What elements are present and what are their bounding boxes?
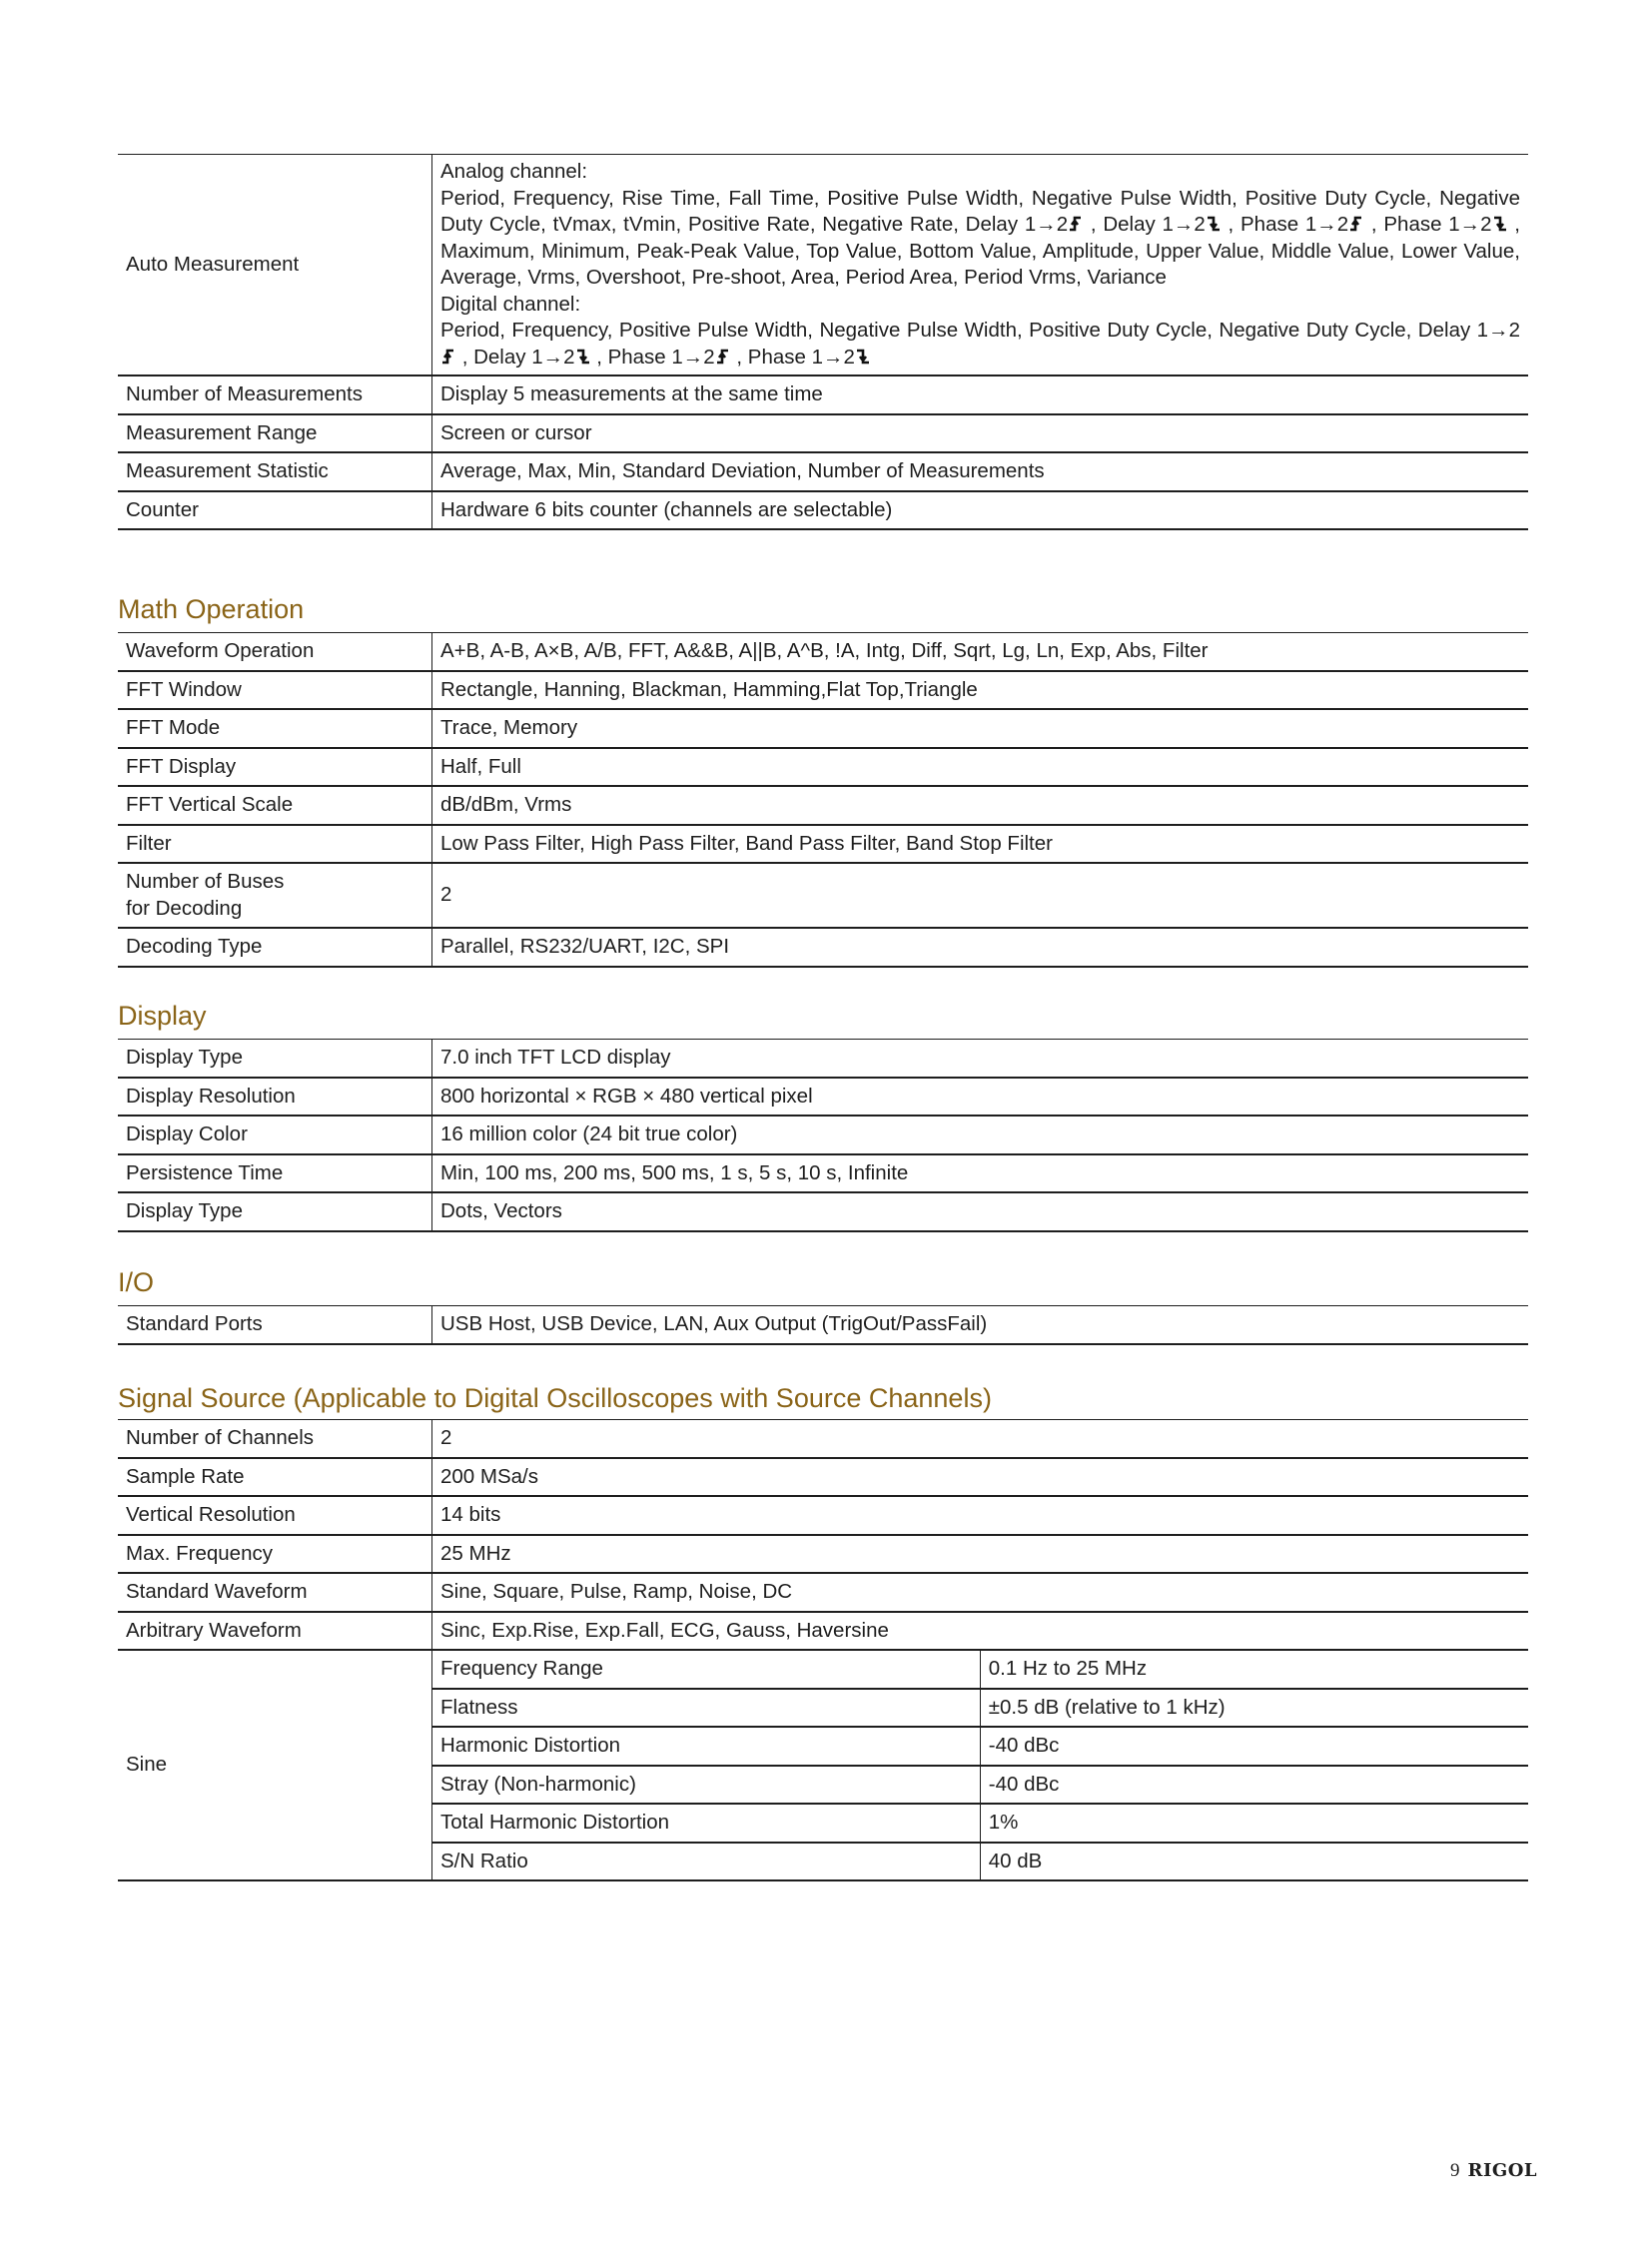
rising-edge-icon bbox=[1349, 215, 1363, 233]
brand-logo: RIGOL bbox=[1467, 2160, 1538, 2181]
row-value: Low Pass Filter, High Pass Filter, Band Pass Filter, Band Stop Filter bbox=[432, 825, 1529, 864]
row-value: USB Host, USB Device, LAN, Aux Output (TrigOut/PassFail) bbox=[432, 1306, 1529, 1344]
row-value: Parallel, RS232/UART, I2C, SPI bbox=[432, 928, 1529, 967]
table-row bbox=[118, 452, 1528, 491]
row-label: Measurement Statistic bbox=[118, 452, 432, 491]
row-label: Waveform Operation bbox=[118, 633, 432, 671]
row-value: Dots, Vectors bbox=[432, 1192, 1529, 1231]
sine-param-value: ±0.5 dB (relative to 1 kHz) bbox=[980, 1689, 1528, 1728]
table-row bbox=[118, 748, 1528, 787]
row-value: 2 bbox=[432, 863, 1529, 928]
table-row bbox=[118, 671, 1528, 710]
sine-param-label: Stray (Non-harmonic) bbox=[432, 1766, 981, 1805]
row-value: 14 bits bbox=[432, 1496, 1529, 1535]
row-label: Measurement Range bbox=[118, 414, 432, 453]
row-label: Counter bbox=[118, 491, 432, 530]
row-label: Arbitrary Waveform bbox=[118, 1612, 432, 1651]
row-value: 25 MHz bbox=[432, 1535, 1529, 1574]
table-row bbox=[118, 155, 1528, 376]
row-value: Display 5 measurements at the same time bbox=[432, 375, 1529, 414]
row-label: Auto Measurement bbox=[118, 155, 432, 376]
row-value: Screen or cursor bbox=[432, 414, 1529, 453]
table-row bbox=[118, 491, 1528, 530]
rising-edge-icon bbox=[1069, 215, 1083, 233]
falling-edge-icon bbox=[576, 348, 590, 366]
table-row bbox=[118, 1458, 1528, 1497]
sine-param-value: -40 dBc bbox=[980, 1727, 1528, 1766]
row-value: 7.0 inch TFT LCD display bbox=[432, 1040, 1529, 1078]
table-row bbox=[118, 709, 1528, 748]
table-row bbox=[118, 1650, 1528, 1689]
section-heading-signal-source: Signal Source (Applicable to Digital Oscilloscopes with Source Channels) bbox=[118, 1383, 992, 1413]
row-value: 200 MSa/s bbox=[432, 1458, 1529, 1497]
row-label: FFT Display bbox=[118, 748, 432, 787]
table-row bbox=[118, 1496, 1528, 1535]
sine-param-value: 40 dB bbox=[980, 1843, 1528, 1881]
measurement-spec-table bbox=[118, 154, 1528, 530]
table-row bbox=[118, 928, 1528, 967]
analog-sep: , Delay 1→2 bbox=[1084, 213, 1206, 236]
row-value: Sine, Square, Pulse, Ramp, Noise, DC bbox=[432, 1573, 1529, 1612]
row-label: Display Resolution bbox=[118, 1078, 432, 1117]
row-label: Display Type bbox=[118, 1040, 432, 1078]
row-value: Half, Full bbox=[432, 748, 1529, 787]
digital-channel-header: Digital channel: bbox=[440, 292, 581, 316]
digital-sep: , Phase 1→2 bbox=[730, 345, 855, 369]
sine-param-value: 0.1 Hz to 25 MHz bbox=[980, 1650, 1528, 1689]
display-table bbox=[118, 1039, 1528, 1232]
table-row bbox=[118, 1040, 1528, 1078]
table-row bbox=[118, 1306, 1528, 1344]
table-row bbox=[118, 633, 1528, 671]
table-row bbox=[118, 1192, 1528, 1231]
table-row bbox=[118, 1573, 1528, 1612]
table-row bbox=[118, 863, 1528, 928]
signal-source-table bbox=[118, 1419, 1528, 1881]
row-value: 2 bbox=[432, 1420, 1529, 1458]
row-value: 800 horizontal × RGB × 480 vertical pixel bbox=[432, 1078, 1529, 1117]
row-label: FFT Window bbox=[118, 671, 432, 710]
row-value: Sinc, Exp.Rise, Exp.Fall, ECG, Gauss, Haversine bbox=[432, 1612, 1529, 1651]
falling-edge-icon bbox=[1207, 215, 1221, 233]
page-number: 9 bbox=[1450, 2160, 1460, 2181]
table-row bbox=[118, 1078, 1528, 1117]
row-label: Persistence Time bbox=[118, 1154, 432, 1193]
row-label: Max. Frequency bbox=[118, 1535, 432, 1574]
sine-param-label: Flatness bbox=[432, 1689, 981, 1728]
table-row bbox=[118, 1154, 1528, 1193]
row-label: Number of Measurements bbox=[118, 375, 432, 414]
row-label: FFT Mode bbox=[118, 709, 432, 748]
row-value: Trace, Memory bbox=[432, 709, 1529, 748]
row-label: Sample Rate bbox=[118, 1458, 432, 1497]
falling-edge-icon bbox=[856, 348, 870, 366]
digital-sep: , Phase 1→2 bbox=[590, 345, 715, 369]
row-label: Decoding Type bbox=[118, 928, 432, 967]
table-row bbox=[118, 1535, 1528, 1574]
rising-edge-icon bbox=[716, 348, 730, 366]
section-heading-io: I/O bbox=[118, 1267, 155, 1297]
auto-measurement-value bbox=[432, 155, 1529, 376]
analog-sep: , Phase 1→2 bbox=[1221, 213, 1349, 236]
sine-param-value: -40 dBc bbox=[980, 1766, 1528, 1805]
table-row bbox=[118, 414, 1528, 453]
analog-sep: , Phase 1→2 bbox=[1364, 213, 1492, 236]
math-operation-table bbox=[118, 632, 1528, 968]
row-label: Number of Channels bbox=[118, 1420, 432, 1458]
row-value: Min, 100 ms, 200 ms, 500 ms, 1 s, 5 s, 10 s, Infinite bbox=[432, 1154, 1529, 1193]
row-label: Number of Buses for Decoding bbox=[118, 863, 432, 928]
row-label: Filter bbox=[118, 825, 432, 864]
sine-param-label: S/N Ratio bbox=[432, 1843, 981, 1881]
table-row bbox=[118, 1612, 1528, 1651]
row-value: A+B, A-B, A×B, A/B, FFT, A&&B, A||B, A^B, !A, Intg, Diff, Sqrt, Lg, Ln, Exp, Abs, Filter bbox=[432, 633, 1529, 671]
digital-sep: , Delay 1→2 bbox=[456, 345, 575, 369]
row-label: Display Color bbox=[118, 1116, 432, 1154]
row-label: Standard Waveform bbox=[118, 1573, 432, 1612]
row-value: Hardware 6 bits counter (channels are selectable) bbox=[432, 491, 1529, 530]
digital-items: Period, Frequency, Positive Pulse Width, Negative Pulse Width, Positive Duty Cycle, Negative Duty Cycle, Delay 1→2 bbox=[440, 319, 1520, 342]
sine-param-value: 1% bbox=[980, 1804, 1528, 1843]
page-footer bbox=[1450, 2160, 1537, 2182]
row-value: dB/dBm, Vrms bbox=[432, 786, 1529, 825]
io-table bbox=[118, 1305, 1528, 1345]
table-row bbox=[118, 1420, 1528, 1458]
rising-edge-icon bbox=[441, 348, 455, 366]
sine-param-label: Frequency Range bbox=[432, 1650, 981, 1689]
table-row bbox=[118, 375, 1528, 414]
analog-items-continued: , Maximum, Minimum, Peak-Peak Value, Top Value, Bottom Value, Amplitude, Upper Value, Middle Value, Lower Value, Average, Vrms, Overshoot, Pre-shoot, Area, Period Area, Period Vrms, Variance bbox=[440, 213, 1520, 289]
row-label-sine: Sine bbox=[118, 1650, 432, 1880]
row-label: Standard Ports bbox=[118, 1306, 432, 1344]
row-value: Rectangle, Hanning, Blackman, Hamming,Flat Top,Triangle bbox=[432, 671, 1529, 710]
row-label: Display Type bbox=[118, 1192, 432, 1231]
table-row bbox=[118, 786, 1528, 825]
table-row bbox=[118, 1116, 1528, 1154]
sine-param-label: Harmonic Distortion bbox=[432, 1727, 981, 1766]
row-value: 16 million color (24 bit true color) bbox=[432, 1116, 1529, 1154]
analog-channel-header: Analog channel: bbox=[440, 160, 588, 183]
row-value: Average, Max, Min, Standard Deviation, Number of Measurements bbox=[432, 452, 1529, 491]
section-heading-display: Display bbox=[118, 1001, 207, 1031]
table-row bbox=[118, 825, 1528, 864]
analog-items: Period, Frequency, Rise Time, Fall Time, Positive Pulse Width, Negative Pulse Width, Positive Duty Cycle, Negative Duty Cycle, tVmax, tVmin, Positive Rate, Negative Rate, Delay 1→2 bbox=[440, 186, 1520, 236]
row-label: Vertical Resolution bbox=[118, 1496, 432, 1535]
section-heading-math-operation: Math Operation bbox=[118, 594, 305, 624]
sine-param-label: Total Harmonic Distortion bbox=[432, 1804, 981, 1843]
row-label: FFT Vertical Scale bbox=[118, 786, 432, 825]
falling-edge-icon bbox=[1493, 215, 1507, 233]
